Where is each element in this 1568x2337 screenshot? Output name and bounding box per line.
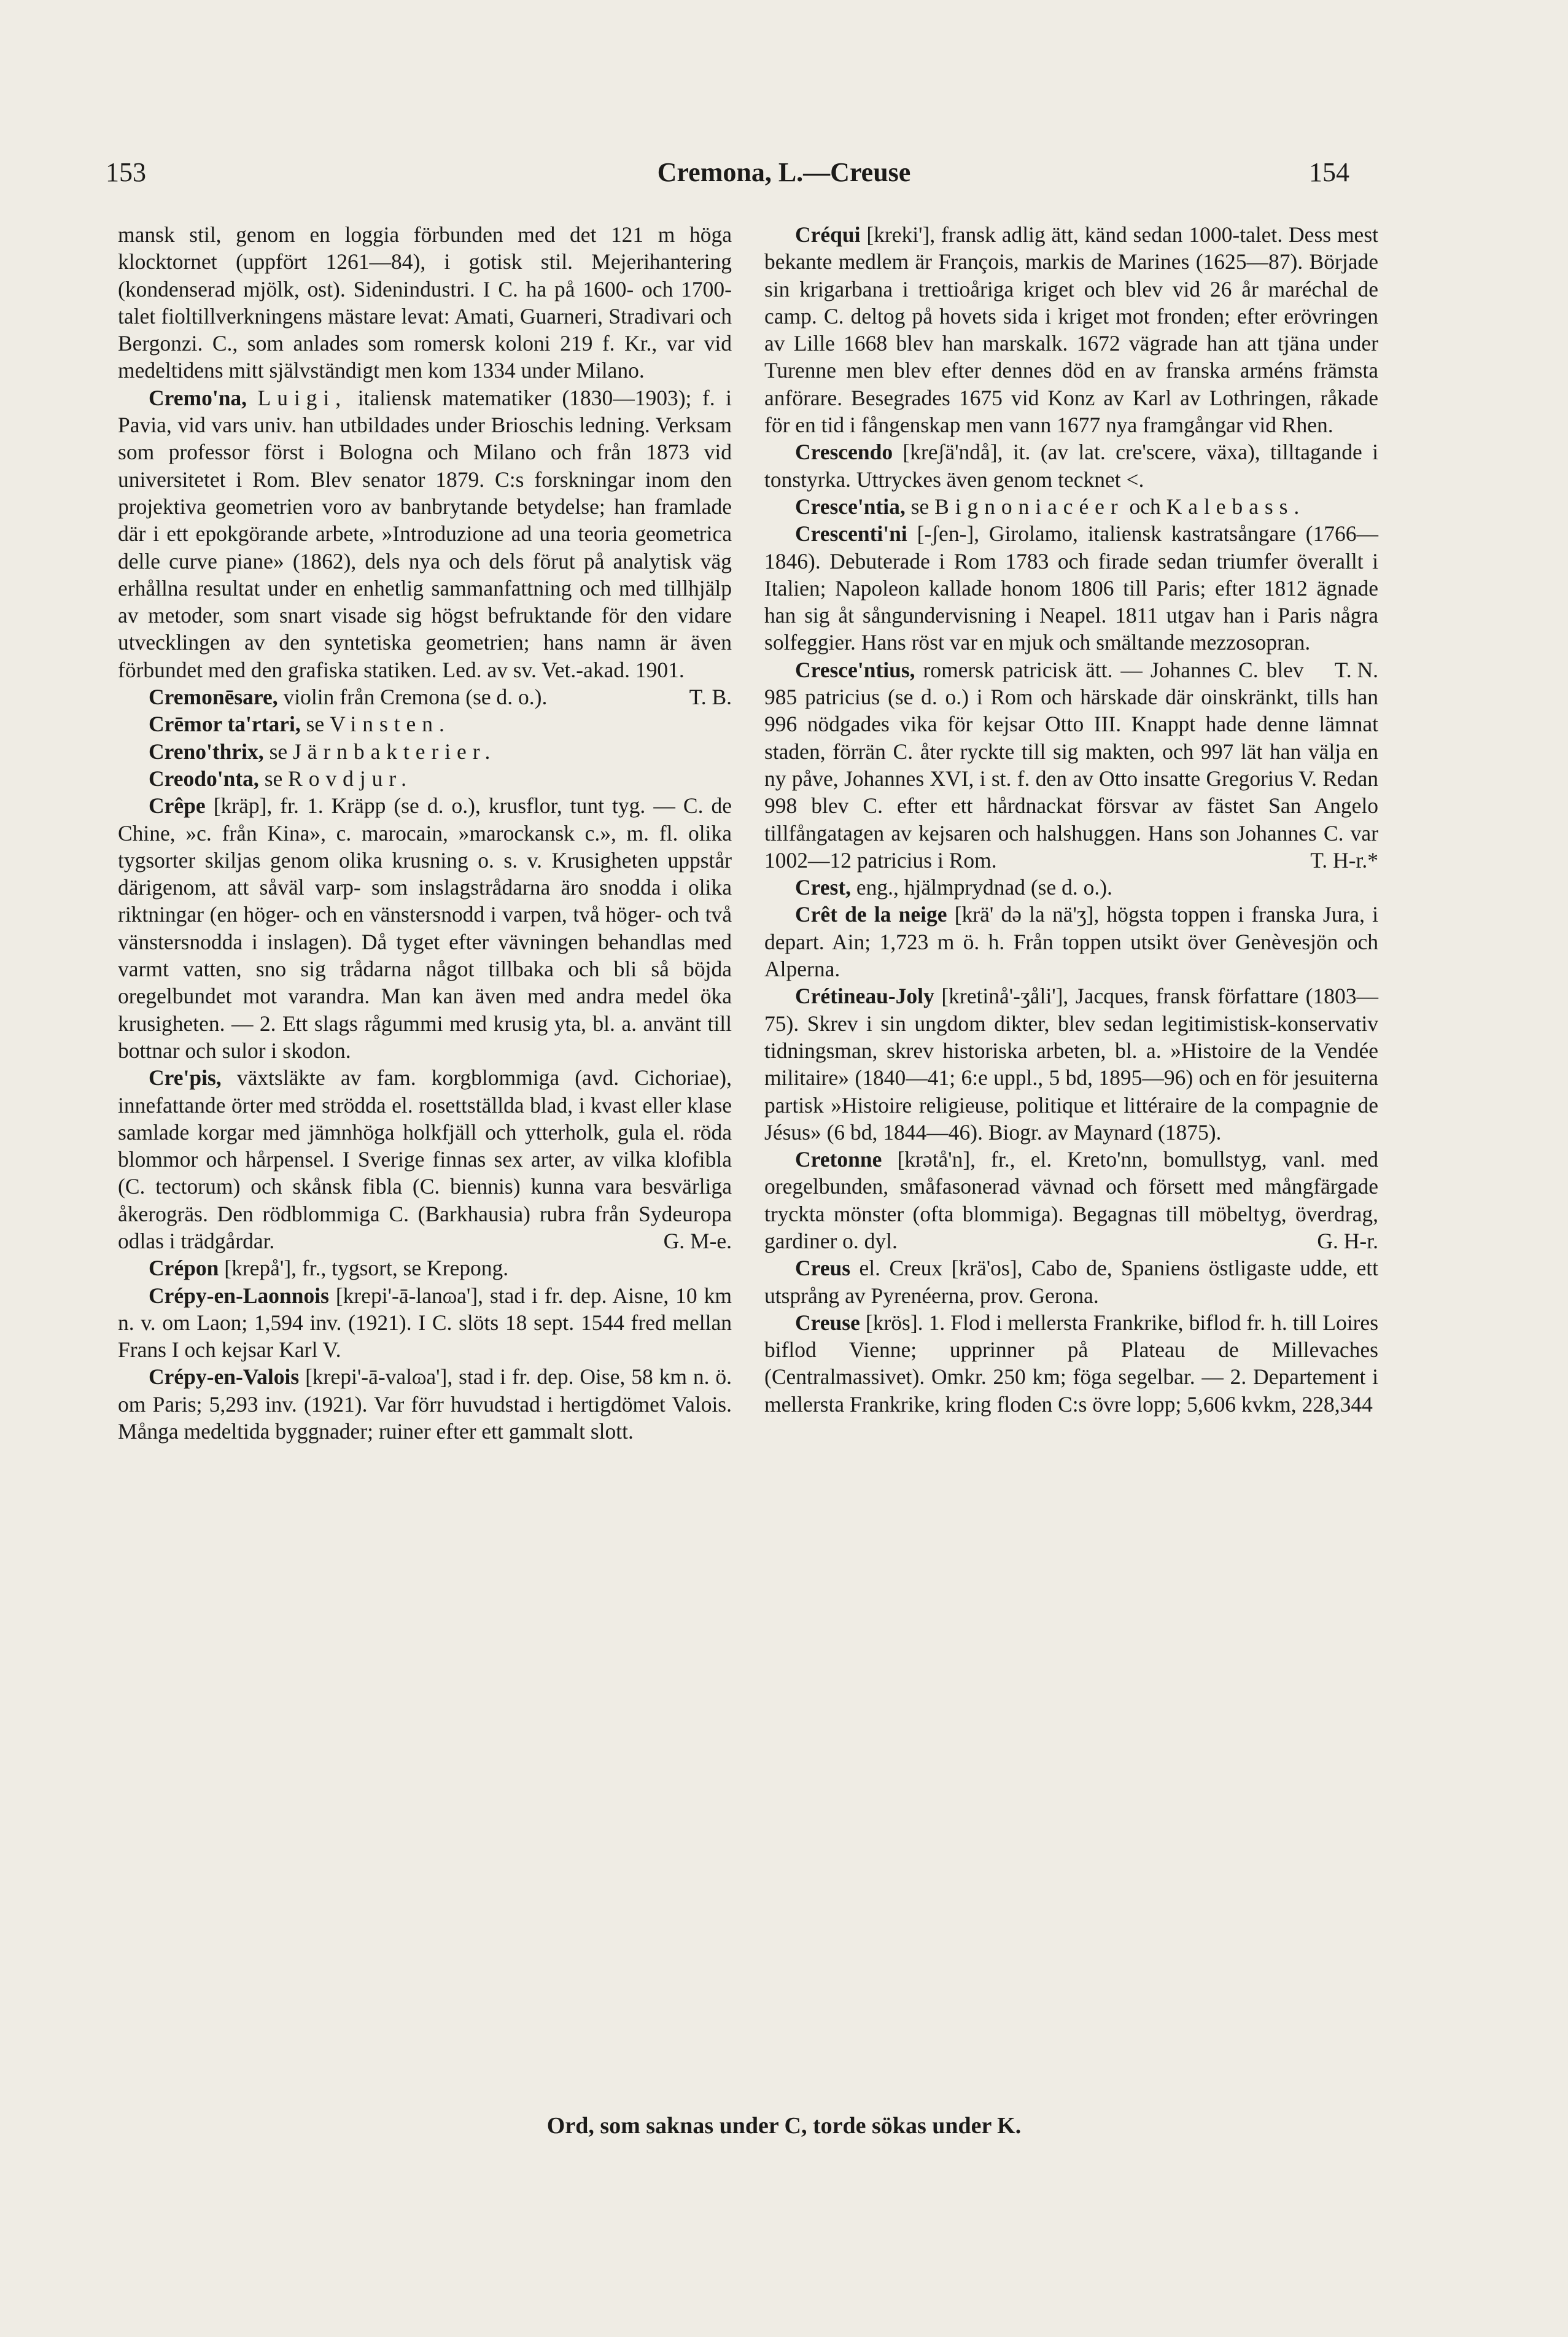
entry-text: [krepi'-ā-lanɷa'], stad i fr. dep. Aisne, 10 km n. v. om Laon; 1,594 inv. (1921). I C. slöts 18 sept. 1544 fred mellan Frans I och kejsar Karl V.	[118, 1283, 732, 1363]
entry-cretonne	[764, 1146, 1378, 1254]
headword: Crétineau-Joly	[795, 984, 934, 1009]
headword: Cresce'ntia,	[795, 494, 906, 519]
headword: Cremo'na,	[149, 385, 247, 410]
headword: Creus	[795, 1256, 851, 1281]
headword: Crépy-en-Laonnois	[149, 1283, 329, 1308]
entry-text: [-ʃen-], Girolamo, italiensk kastratsångare (1766—1846). Debuterade i Rom 1783 och firade sedan triumfer överallt i Italien; Napoleon kallade honom 1806 till Paris; efter 1812 ägnade han sig åt sångundervisning i Neapel. 1811 utgav han i Paris några solfeggier. Hans röst var en mjuk och smältande mezzosopran.	[764, 521, 1378, 655]
entry-creuse	[764, 1309, 1378, 1418]
entry-crepy-en-valois	[118, 1363, 732, 1445]
cross-reference: Vinsten.	[330, 712, 451, 737]
entry-creus	[764, 1254, 1378, 1309]
right-column	[764, 221, 1378, 1418]
headword: Creuse	[795, 1310, 860, 1335]
entry-text: växtsläkte av fam. korgblommiga (avd. Cichoriae), innefattande örter med strödda el. rosettställda blad, i kvast eller klase samlade korgar med jämnhöga holkfjäll och ytterholk, gula el. röda blommor och hårpensel. I Sverige finnas sex arter, av vilka klofibla (C. tectorum) och skånsk fibla (C. biennis) kunna vara besvärliga åkerogräs. Den rödblommiga C. (Barkhausia) rubra från Sydeuropa odlas i trädgårdar.	[118, 1065, 732, 1253]
author-signature: T. H-r.*	[1310, 847, 1378, 873]
headword: Crépon	[149, 1256, 219, 1281]
author-signature: G. H-r.	[1317, 1228, 1378, 1253]
cross-reference: Järnbakterier.	[293, 739, 497, 764]
entry-cremor-tartari	[118, 710, 732, 737]
entry-cret-de-la-neige	[764, 901, 1378, 982]
headword: Cresce'ntius,	[795, 657, 915, 682]
entry-text: [kräp], fr. 1. Kräpp (se d. o.), krusflor, tunt tyg. — C. de Chine, »c. från Kina», c. marocain, »marockansk c.», m. fl. olika tygsorter skiljas genom olika krusning o. s. v. Krusigheten uppstår därigenom, att såväl varp- som inslagstrådarna äro snodda i olika riktningar (en höger- och en vänstersnodd i varpen, två höger- och två vänstersnodda i inslagen). Då tyget efter vävningen behandlas med varmt vatten, sno sig trådarna något tillbaka och bli så böjda oregelbundet mot varandra. Man kan även med andra medel öka krusigheten. — 2. Ett slags rågummi med krusig yta, bl. a. använt till bottnar och sulor i skodon.	[118, 793, 732, 1063]
entry-text: eng., hjälmprydnad (se d. o.).	[856, 875, 1112, 900]
headword: Cretonne	[795, 1147, 882, 1172]
headword: Créqui	[795, 222, 861, 247]
entry-crequi	[764, 221, 1378, 438]
headword: Crescenti'ni	[795, 521, 907, 546]
page-number-right: 154	[1309, 157, 1349, 187]
headword: Crêpe	[149, 793, 206, 819]
entry-text: [krös]. 1. Flod i mellersta Frankrike, biflod fr. h. till Loires biflod Vienne; upprinner på Plateau de Millevaches (Centralmassivet). Omkr. 250 km; föga segelbar. — 2. Departement i mellersta Frankrike, kring floden C:s övre lopp; 5,606 kvkm, 228,344	[764, 1310, 1379, 1417]
running-head: Cremona, L.—Creuse	[657, 157, 911, 187]
entry-crepis	[118, 1064, 732, 1254]
entry-crepon	[118, 1254, 732, 1281]
author-signature: G. M-e.	[663, 1228, 732, 1253]
footer-note: Ord, som saknas under C, torde sökas under K.	[546, 2113, 1022, 2139]
entry-text: [krətå'n], fr., el. Kreto'nn, bomullstyg, vanl. med oregelbunden, småfasonerad vävnad och försett med mångfärgade tryckta mönster (ofta blommiga). Begagnas till möbeltyg, överdrag, gardiner o. dyl.	[764, 1147, 1378, 1253]
author-signature: T. N.	[1334, 657, 1378, 682]
conjunction: och	[1129, 494, 1161, 519]
entry-crescentius	[764, 656, 1378, 874]
left-column	[118, 221, 732, 1445]
cross-reference-2: Kalebass.	[1166, 494, 1306, 519]
headword: Crépy-en-Valois	[149, 1364, 300, 1390]
entry-text: [krepi'-ā-valɷa'], stad i fr. dep. Oise, 58 km n. ö. om Paris; 5,293 inv. (1921). Var förr huvudstad i hertigdömet Valois. Många medeltida byggnader; ruiner efter ett gammalt slott.	[118, 1364, 732, 1444]
entry-text: [kreʃä'ndå], it. (av lat. cre'scere, växa), tilltagande i tonstyrka. Uttryckes även genom tecknet <.	[764, 440, 1378, 492]
see-label: se	[269, 739, 288, 764]
entry-text: [krepå'], fr., tygsort, se Krepong.	[224, 1256, 509, 1281]
entry-text: romersk patricisk ätt. — Johannes C. blev 985 patricius (se d. o.) i Rom och härskade där oinskränkt, tills han 996 nödgades vika för kejsar Otto III. Knappt hade denne lämnat staden, förrän C. åter ryckte till sig makten, och 997 lät han välja en ny påve, Johannes XVI, i st. f. den av Otto insatte Gregorius V. Redan 998 blev C. efter ett hårdnackat försvar av fästet San Angelo tillfångatagen av kejsaren och halshuggen. Hans son Johannes C. var 1002—12 patricius i Rom.	[764, 657, 1378, 873]
headword: Crest,	[795, 875, 852, 900]
cross-reference: Bignoniacéer	[934, 494, 1124, 519]
page-number-left: 153	[106, 157, 146, 187]
cross-reference: Rovdjur.	[288, 766, 413, 791]
headword: Crescendo	[795, 440, 893, 465]
see-label: se	[264, 766, 283, 791]
headword: Crēmor ta'rtari,	[149, 712, 301, 737]
entry-cremona-continued: mansk stil, genom en loggia förbunden med det 121 m höga klocktornet (uppfört 1261—84), i gotisk stil. Mejerihantering (kondenserad mjölk, ost). Sidenindustri. I C. ha på 1600- och 1700-talet fioltillverkningens mästare levat: Amati, Guarneri, Stradivari och Bergonzi. C., som anlades som romersk koloni 219 f. Kr., var vid medeltidens mitt självständigt men kom 1334 under Milano.	[118, 222, 732, 383]
entry-text: [krä' də la nä'ʒ], högsta toppen i franska Jura, i depart. Ain; 1,723 m ö. h. Från toppen utsikt över Genèvesjön och Alperna.	[764, 902, 1378, 982]
entry-crest	[764, 874, 1378, 901]
headword: Creno'thrix,	[149, 739, 264, 764]
entry-text: el. Creux [krä'os], Cabo de, Spaniens östligaste udde, ett utsprång av Pyrenéerna, prov. Gerona.	[764, 1256, 1378, 1308]
headword: Creodo'nta,	[149, 766, 259, 791]
entry-crepy-en-laonnois	[118, 1282, 732, 1364]
author-signature: T. B.	[689, 685, 732, 710]
headword: Cre'pis,	[149, 1065, 222, 1091]
entry-creodonta	[118, 765, 732, 792]
entry-text: violin från Cremona (se d. o.).	[283, 685, 548, 710]
entry-crenothrix	[118, 738, 732, 765]
entry-text: [kretinå'-ʒåli'], Jacques, fransk författare (1803—75). Skrev i sin ungdom dikter, blev sedan legitimistisk-konservativ tidningsman, skrev historiska arbeten, bl. a. »Histoire de la Vendée militaire» (1840—41; 6:e uppl., 5 bd, 1895—96) och en för jesuiterna partisk »Histoire religieuse, politique et littéraire de la compagnie de Jésus» (6 bd, 1844—46). Biogr. av Maynard (1875).	[764, 984, 1379, 1145]
entry-crescentia	[764, 493, 1378, 520]
entry-text: [kreki'], fransk adlig ätt, känd sedan 1000-talet. Dess mest bekante medlem är François, markis de Marines (1625—87). Började sin krigarbana i trettioåriga kriget och blev vid 26 år maréchal de camp. C. deltog på hovets sida i kriget mot fronden; efter erövringen av Lille 1668 blev han marskalk. 1672 vägrade han att tjäna under Turenne men blev efter dennes död en av franska arméns främsta anförare. Besegrades 1675 vid Konz av Karl av Lothringen, råkade för en tid i fångenskap men vann 1677 nya framgångar vid Rhen.	[764, 222, 1378, 438]
person-name: Luigi,	[257, 385, 347, 410]
see-label: se	[306, 712, 325, 737]
entry-cretineau-joly	[764, 982, 1378, 1146]
entry-crescendo	[764, 438, 1378, 493]
entry-crepe	[118, 792, 732, 1064]
see-label: se	[910, 494, 930, 519]
entry-text: italiensk matematiker (1830—1903); f. i Pavia, vid vars univ. han utbildades under Brioschis ledning. Verksam som professor först i Bologna och Milano och från 1873 vid universitetet i Rom. Blev senator 1879. C:s forskningar inom den projektiva geometrien voro av banbrytande betydelse; han framlade där i ett epokgörande arbete, »Introduzione ad una teoria geometrica delle curve piane» (1862), dels nya och dels förut på analytisk väg erhållna resultat under en enhetlig sammanfattning och med tillhjälp av metoder, som snart visade sig högst befruktande för den vidare utvecklingen av den syntetiska geometrien; hans namn är även förbundet med den grafiska statiken. Led. av sv. Vet.-akad. 1901.	[118, 385, 732, 682]
headword: Crêt de la neige	[795, 902, 947, 927]
entry-cremonesare	[118, 683, 732, 710]
headword: Cremonēsare,	[149, 685, 278, 710]
